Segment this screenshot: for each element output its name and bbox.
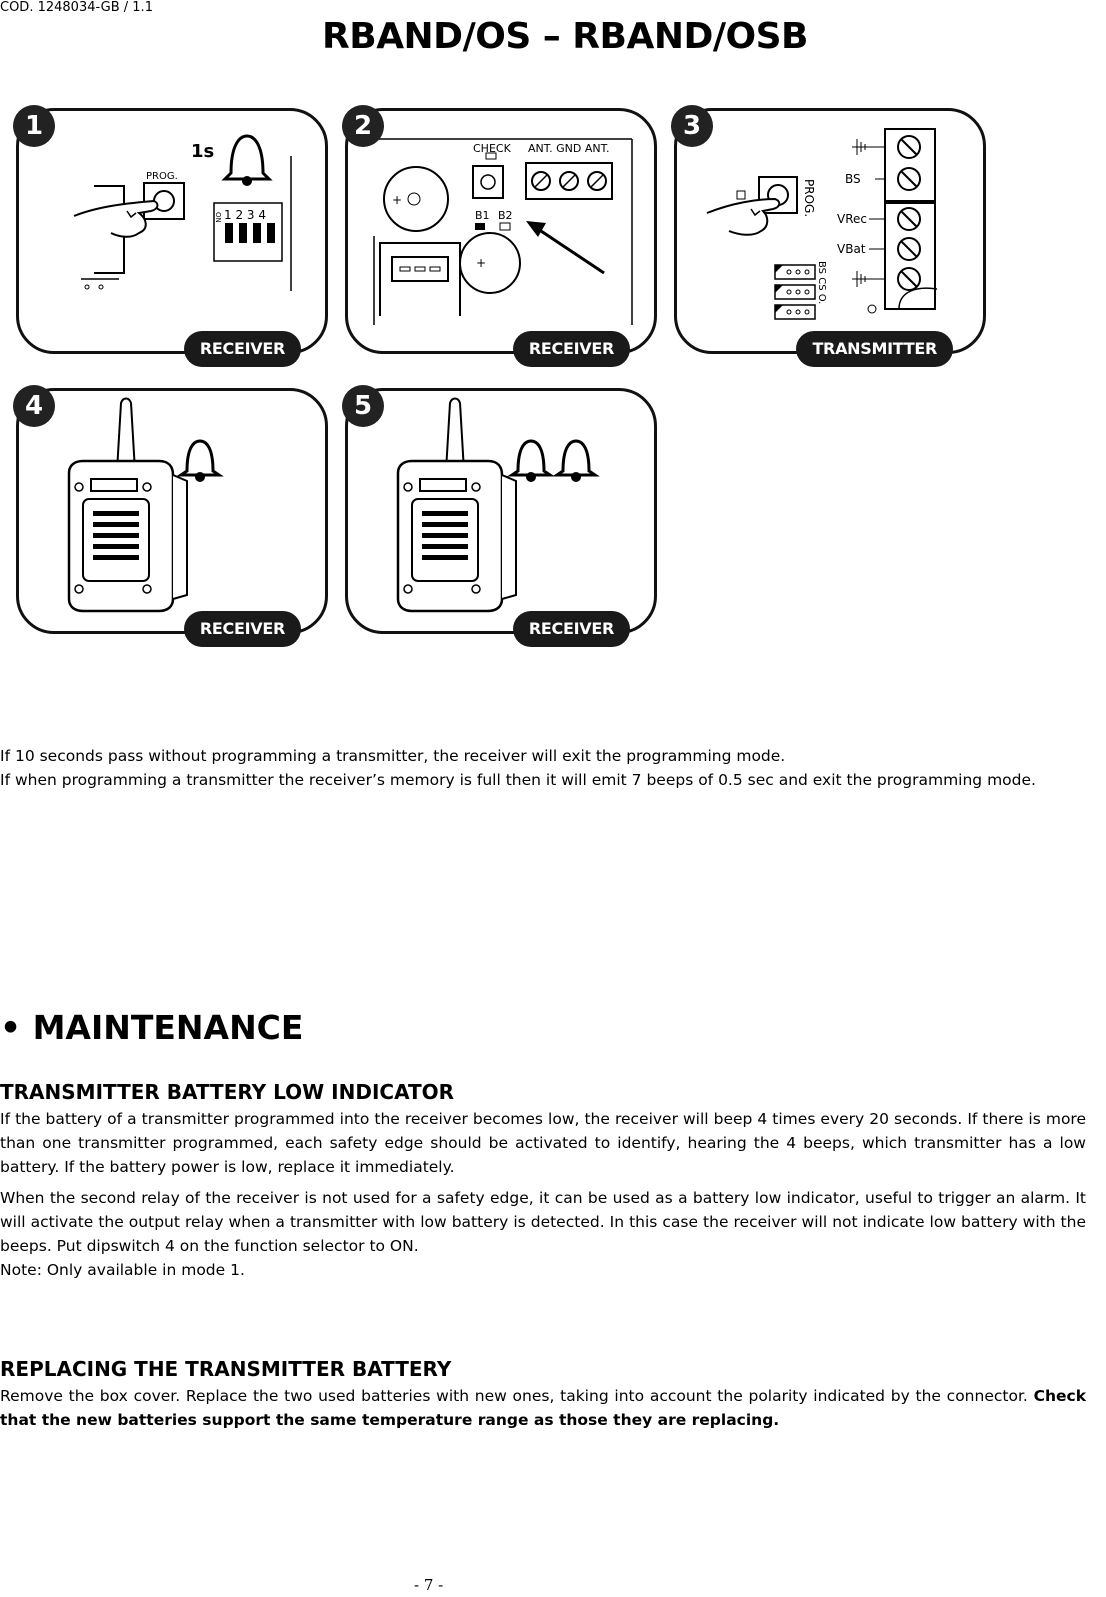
figure-number-3: 3 <box>671 105 713 147</box>
figure-label-3: TRANSMITTER <box>796 331 953 367</box>
programming-notes <box>0 744 1086 792</box>
figure-3-drawing <box>677 111 983 351</box>
replacing-battery-heading: REPLACING THE TRANSMITTER BATTERY <box>0 1357 452 1381</box>
fig3-prog-label: PROG. <box>802 179 816 218</box>
document-code: COD. 1248034-GB / 1.1 <box>0 0 153 15</box>
maintenance-heading: • MAINTENANCE <box>0 1008 304 1047</box>
fig2-terminal-labels: ANT. GND ANT. <box>528 142 610 155</box>
figure-4-drawing <box>19 391 325 631</box>
battery-low-text-2: When the second relay of the receiver is not used for a safety edge, it can be used as a battery low indicator, useful to trigger an alarm. It will activate the output relay when a transmitter with low battery is detected. In this case the receiver will not indicate low battery with the beeps. Put dipswitch 4 on the function selector to ON. <box>0 1189 1086 1255</box>
replacing-battery-text: Remove the box cover. Replace the two used batteries with new ones, taking into account the polarity indicated by the connector. <box>0 1387 1028 1405</box>
fig2-plus: + <box>476 256 487 270</box>
fig1-time-label: 1s <box>191 141 215 162</box>
svg-text:+: + <box>392 193 403 207</box>
replacing-battery-paragraph <box>0 1384 1086 1432</box>
fig3-jumper-labels: BS CS O. <box>816 261 827 305</box>
figure-1 <box>16 108 328 358</box>
battery-low-note: Note: Only available in mode 1. <box>0 1261 245 1279</box>
fig2-b1-label: B1 <box>475 209 490 222</box>
replacing-battery-warning: Check that the new batteries support the same temperature range as those they are replacing. <box>0 1387 1086 1429</box>
figure-1-drawing <box>19 111 325 351</box>
fig2-check-label: CHECK <box>473 142 511 155</box>
battery-low-paragraph-1 <box>0 1107 1086 1179</box>
figure-3 <box>674 108 986 358</box>
page-number: - 7 - <box>414 1576 444 1594</box>
figure-number-1: 1 <box>13 105 55 147</box>
figure-label-1: RECEIVER <box>184 331 301 367</box>
figure-label-5: RECEIVER <box>513 611 630 647</box>
fig1-dip-numbers: 1 2 3 4 <box>224 208 266 222</box>
programming-note-timeout: If 10 seconds pass without programming a transmitter, the receiver will exit the programming mode. <box>0 747 786 765</box>
figure-5 <box>345 388 657 638</box>
figure-5-drawing <box>348 391 654 631</box>
fig3-vrec-label: VRec <box>837 212 867 226</box>
figure-4 <box>16 388 328 638</box>
figure-number-2: 2 <box>342 105 384 147</box>
fig3-vbat-label: VBat <box>837 242 866 256</box>
fig1-prog-label: PROG. <box>146 171 178 182</box>
battery-low-text-1: If the battery of a transmitter programmed into the receiver becomes low, the receiver will beep 4 times every 20 seconds. If there is more than one transmitter programmed, each safety edge should be activated to identify, hearing the 4 beeps, which transmitter has a low battery. If the battery power is low, replace it immediately. <box>0 1110 1086 1176</box>
figure-label-4: RECEIVER <box>184 611 301 647</box>
figure-2 <box>345 108 657 358</box>
fig3-bs-label: BS <box>845 172 861 186</box>
fig2-b2-label: B2 <box>498 209 513 222</box>
figure-number-5: 5 <box>342 385 384 427</box>
programming-note-memory-full: If when programming a transmitter the receiver’s memory is full then it will emit 7 beeps of 0.5 sec and exit the programming mode. <box>0 771 1036 789</box>
battery-low-heading: TRANSMITTER BATTERY LOW INDICATOR <box>0 1080 455 1104</box>
figure-number-4: 4 <box>13 385 55 427</box>
figure-2-drawing <box>348 111 654 351</box>
battery-low-paragraph-2 <box>0 1186 1086 1282</box>
fig1-on-label: ON <box>214 212 222 223</box>
page-title: RBAND/OS – RBAND/OSB <box>322 16 808 57</box>
figure-label-2: RECEIVER <box>513 331 630 367</box>
